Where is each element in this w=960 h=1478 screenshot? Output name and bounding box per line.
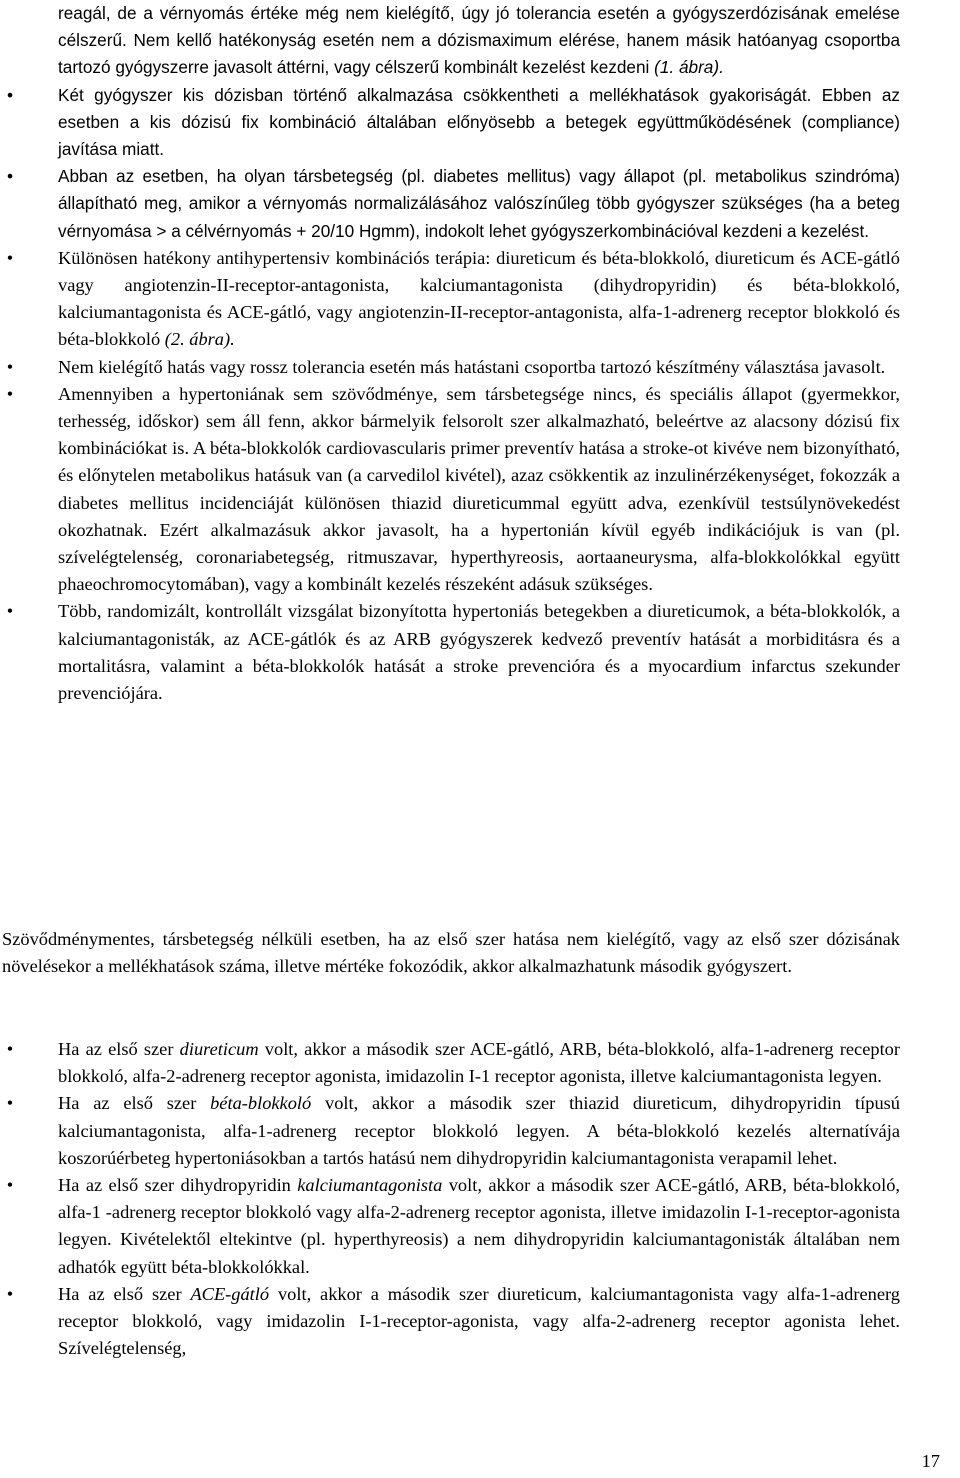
list-item-text: ACE-gátló (190, 1283, 270, 1304)
list-item-text: (1. ábra). (654, 57, 724, 78)
list-item (6, 163, 900, 245)
bullet-icon: • (6, 247, 14, 268)
list-item-text: Ha az első szer (58, 1283, 191, 1304)
list-item-text: diureticum (179, 1039, 259, 1059)
list-item (6, 354, 900, 381)
list-item-text: Ha az első szer (58, 1039, 180, 1059)
bullet-icon: • (6, 1093, 14, 1114)
bullet-list-therapy (0, 0, 900, 707)
bullet-icon: • (6, 383, 14, 404)
list-item-text: volt, akkor a második szer ACE-gátló, ARB, béta-blokkoló, alfa-1 -adrenerg receptor blokkoló vagy alfa-2-adrenerg receptor agonista, illetve imidazolin I-1-receptor-agonista legyen. Kivételektől eltekintve (pl. hyperthyreosis) a nem dihydropyridin kalciumantagonisták általában nem adhatók együtt béta-blokkolókkal. (58, 1175, 900, 1277)
bullet-icon: • (6, 1175, 14, 1196)
list-item-text: Abban az esetben, ha olyan társbetegség (pl. diabetes mellitus) vagy állapot (pl. metabolikus szindróma) állapítható meg, amikor a vérnyomás normalizálásához valószínűleg több gyógyszer szükséges (ha a beteg vérnyomása > a célvérnyomás + 20/10 Hgmm), indokolt lehet gyógyszerkombinációval kezdeni a kezelést. (58, 166, 900, 241)
list-item-text: volt, akkor a második szer ACE-gátló, ARB, béta-blokkoló, alfa-1-adrenerg receptor blokkoló, alfa-2-adrenerg receptor agonista, imidazolin I-1 receptor agonista, illetve kalciumantagonista legyen. (58, 1039, 901, 1087)
bullet-icon: • (6, 601, 14, 622)
list-item (6, 381, 900, 599)
list-item-text: Több, randomizált, kontrollált vizsgálat bizonyította hypertoniás betegekben a diureticumok, a béta-blokkolók, a kalciumantagonisták, az ACE-gátlók és az ARB gyógyszerek kedvező preventív hatását a morbiditásra és a mortalitásra, valamint a béta-blokkolók hatását a stroke prevencióra és a myocardium infarctus szekunder prevenciójára. (58, 601, 900, 704)
list-item-text: reagál, de a vérnyomás értéke még nem kielégítő, úgy jó tolerancia esetén a gyógyszerdózisának emelése célszerű. Nem kellő hatékonyság esetén nem a dózismaximum elérése, hanem másik hatóanyag csoportba tartozó gyógyszerre javasolt áttérni, vagy célszerű kombinált kezelést kezdeni (58, 3, 900, 78)
body-paragraph: Szövődménymentes, társbetegség nélküli esetben, ha az első szer hatása nem kielégítő, vagy az első szer dózisának növelésekor a mellékhatások száma, illetve mértéke fokozódik, akkor alkalmazhatunk második gyógyszert. (2, 929, 900, 977)
list-item (58, 0, 900, 82)
list-item-text: Ha az első szer (58, 1093, 211, 1114)
bullet-icon: • (6, 84, 14, 105)
list-item-text: béta-blokkoló (210, 1093, 312, 1114)
list-item (6, 1036, 901, 1090)
bullet-list-second-drug (0, 1036, 900, 1362)
list-item-text: volt, akkor a második szer thiazid diureticum, dihydropyridin típusú kalciumantagonista, alfa-1-adrenerg receptor blokkoló legyen. A béta-blokkoló kezelés alternatívája koszorúérbeteg hypertoniásokban a tartós hatású nem dihydropyridin kalciumantagonista verapamil lehet. (58, 1093, 901, 1168)
list-item-text: Különösen hatékony antihypertensiv kombinációs terápia: diureticum és béta-blokkoló, diureticum és ACE-gátló vagy angiotenzin-II-receptor-antagonista, kalciumantagonista (dihydropyridin) és béta-blokkoló, kalciumantagonista és ACE-gátló, vagy angiotenzin-II-receptor-antagonista, alfa-1-adrenerg receptor blokkoló és béta-blokkoló (58, 247, 900, 350)
bullet-icon: • (6, 1283, 14, 1304)
list-item (6, 1172, 900, 1281)
bullet-icon: • (6, 356, 14, 377)
list-item-text: Nem kielégítő hatás vagy rossz tolerancia esetén más hatástani csoportba tartozó készítmény választása javasolt. (58, 356, 886, 377)
bullet-icon: • (6, 1039, 14, 1059)
bullet-icon: • (6, 166, 14, 187)
list-item-text: Két gyógyszer kis dózisban történő alkalmazása csökkentheti a mellékhatások gyakoriságát. Ebben az esetben a kis dózisú fix kombináció általában előnyösebb a betegek együttműködésének (compliance) javítása miatt. (58, 84, 900, 160)
list-item-text: Ha az első szer dihydropyridin (58, 1175, 298, 1196)
list-item (6, 245, 900, 354)
list-item (6, 1090, 901, 1172)
list-item-text: (2. ábra). (164, 329, 235, 350)
list-item (6, 1281, 900, 1363)
page-number: 17 (921, 1451, 940, 1471)
list-item (6, 82, 900, 164)
list-item-text: Amennyiben a hypertoniának sem szövődménye, sem társbetegsége nincs, és speciális állapot (gyermekkor, terhesség, időskor) sem áll fenn, akkor bármelyik felsorolt szer alkalmazható, beleértve az alacsony dózisú fix kombinációkat is. A béta-blokkolók cardiovascularis primer preventív hatása a stroke-ot kivéve nem bizonyítható, és előnytelen metabolikus hatásuk van (a carvedilol kivétel), azaz csökkentik az inzulinérzékenységet, fokozzák a diabetes mellitus incidenciáját különösen thiazid diureticummal együtt adva, ezenkívül testsúlynövekedést okozhatnak. Ezért alkalmazásuk akkor javasolt, ha a hypertonián kívül egyéb indikációjuk is van (pl. szívelégtelenség, coronariabetegség, ritmuszavar, hyperthyreosis, aortaaneurysma, alfa-blokkolókkal együtt phaeochromocytomában), vagy a kombinált kezelés részeként adásuk szükséges. (58, 383, 900, 595)
list-item-text: kalciumantagonista (297, 1175, 443, 1196)
list-item (6, 598, 900, 707)
list-item-text: volt, akkor a második szer diureticum, kalciumantagonista vagy alfa-1-adrenerg receptor blokkoló, vagy imidazolin I-1-receptor-agonista, vagy alfa-2-adrenerg receptor agonista lehet. Szívelégtelenség, (58, 1283, 900, 1359)
